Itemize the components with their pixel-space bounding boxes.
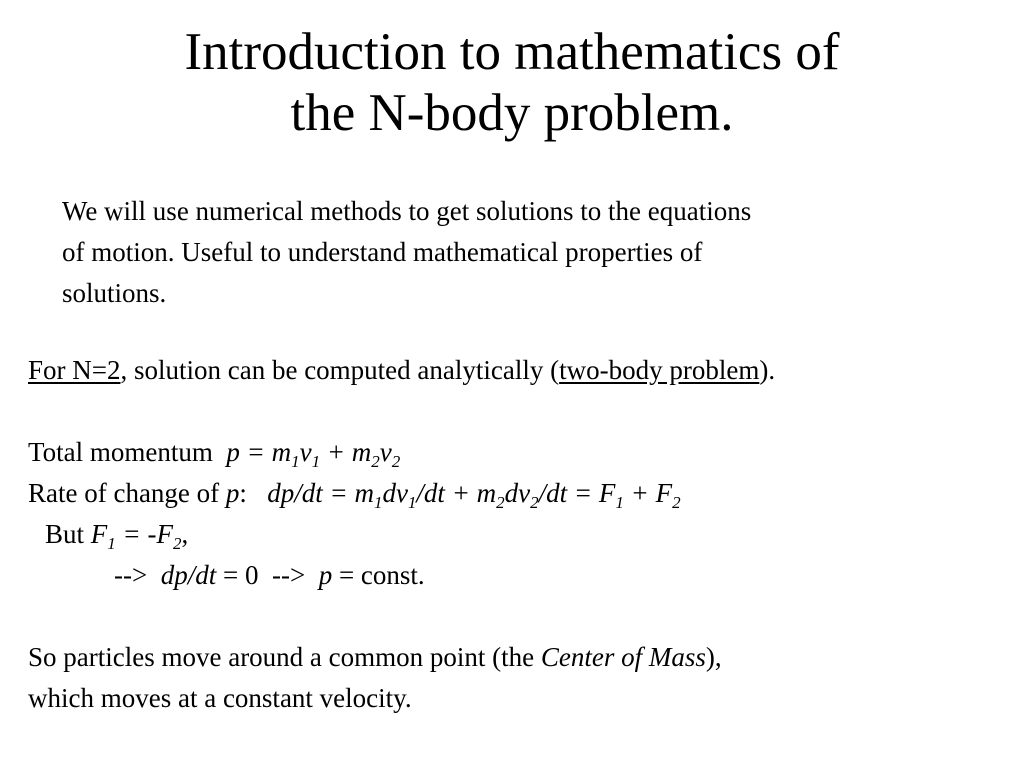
but-comma: , [181,519,189,549]
slide-body [28,350,1008,719]
momentum-plus: + [320,437,352,467]
but-f1-sub: 1 [107,534,116,553]
arrow-const: = const. [332,560,425,590]
intro-line-2: of motion. Useful to understand mathematical properties of [62,237,703,267]
conclusion-text-2: ), [705,642,722,672]
but-f2-sub: 2 [172,534,182,553]
but-f1: F [90,519,108,549]
rate-dv1: dv [382,478,408,508]
momentum-m2: m [351,437,372,467]
arrow-p: p [318,560,333,590]
intro-paragraph [62,191,962,314]
rate-eq-2: = [567,478,599,508]
rate-dpdt: dp/dt [267,478,323,508]
two-body-text-1: , solution can be computed analytically ( [120,355,560,385]
rate-dv2-sub: 2 [530,493,539,512]
rate-dv1-sub: 1 [407,493,417,512]
center-of-mass: Center of Mass [540,642,706,672]
rate-plus-2: + [623,478,656,508]
two-body-line [28,350,1008,391]
spacer [28,391,1008,432]
but-line [28,514,1008,555]
arrow-2: --> [271,560,319,590]
slide-title [0,22,1024,144]
momentum-m2-sub: 2 [371,452,380,471]
momentum-v2-sub: 2 [391,452,401,471]
two-body-problem-link[interactable]: two-body problem [559,355,760,385]
rate-m2-sub: 2 [496,493,505,512]
momentum-m1-sub: 1 [291,452,300,471]
two-body-text-2: ). [759,355,776,385]
rate-m1-sub: 1 [373,493,383,512]
momentum-label: Total momentum [28,437,227,467]
conclusion-line-1 [28,637,1008,678]
but-f2: F [156,519,173,549]
rate-p: p [225,478,240,508]
but-eq: = - [115,519,157,549]
for-n2-link[interactable]: For N=2 [28,355,121,385]
momentum-v1: v [299,437,312,467]
rate-f1-sub: 1 [615,493,624,512]
rate-f2-sub: 2 [672,493,681,512]
momentum-m1: m [271,437,292,467]
rate-line [28,473,1008,514]
arrow-dpdt: dp/dt [160,560,217,590]
momentum-p: p [226,437,240,467]
rate-f2: F [655,478,673,508]
arrow-line [28,555,1008,596]
arrow-eq0: = 0 [216,560,272,590]
arrow-1: --> [114,560,161,590]
title-line-2: the N-body problem. [290,84,734,142]
conclusion-line-2: which moves at a constant velocity. [28,683,412,713]
rate-dv2: dv [504,478,531,508]
rate-dt1: /dt [416,478,445,508]
rate-label: Rate of change of [28,478,226,508]
rate-m1: m [354,478,374,508]
rate-plus-1: + [444,478,477,508]
intro-line-1: We will use numerical methods to get solutions to the equations [62,196,752,226]
conclusion-text-1: So particles move around a common point (the [28,642,541,672]
intro-line-3: solutions. [62,278,167,308]
rate-eq: = [322,478,355,508]
title-line-1: Introduction to mathematics of [184,23,840,81]
momentum-v1-sub: 1 [311,452,321,471]
momentum-v2: v [379,437,392,467]
momentum-line [28,432,1008,473]
rate-m2: m [476,478,497,508]
spacer [28,596,1008,637]
rate-colon: : [239,478,268,508]
but-label: But [45,519,91,549]
momentum-eq: = [239,437,272,467]
rate-f1: F [598,478,616,508]
rate-dt2: /dt [538,478,568,508]
